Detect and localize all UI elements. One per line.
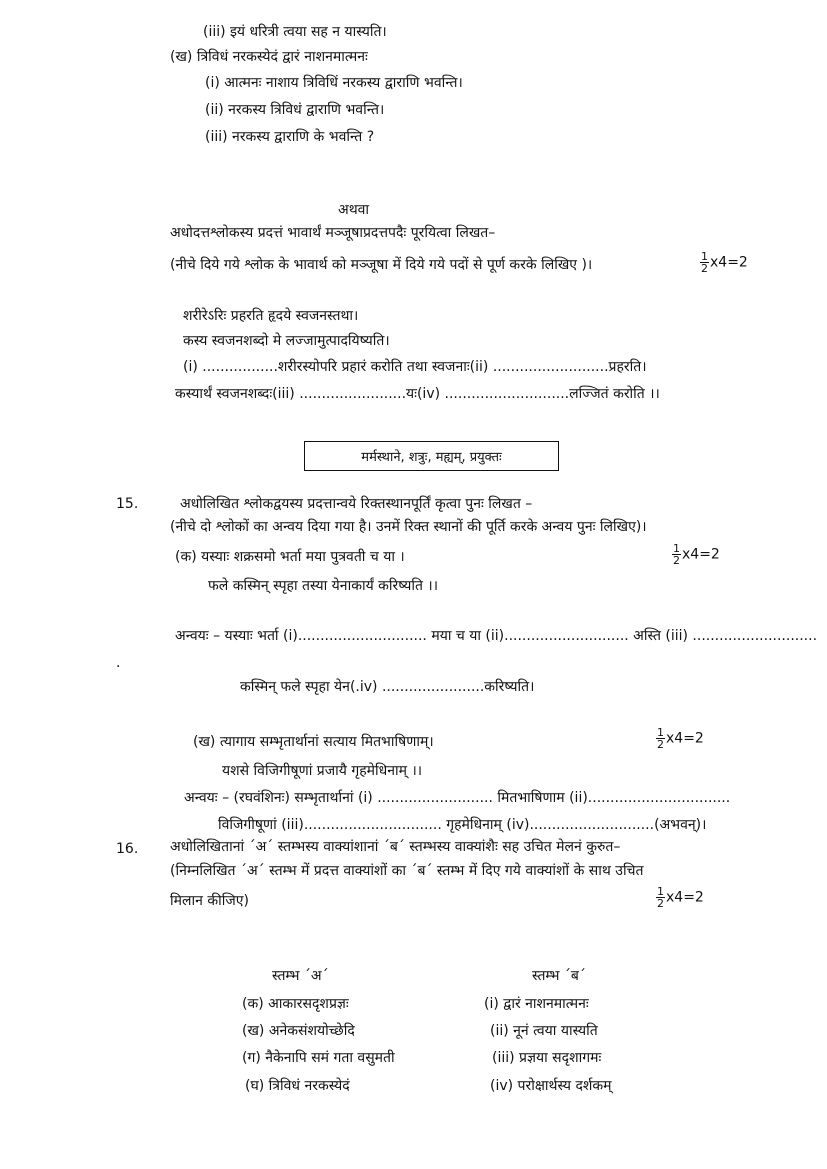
q14-instruction-hindi: (नीचे दिये गये श्लोक के भावार्थ को मञ्जूषा में दिये गये पदों से पूर्ण करके लिखिए )। — [170, 257, 593, 273]
q14-kha-option-iii-prev: (iii) इयं धरित्री त्वया सह न यास्यति। — [203, 24, 387, 40]
q16-instruction-hindi-1: (निम्नलिखित ´अ´ स्तम्भ में प्रदत्त वाक्यांशों का ´ब´ स्तम्भ में दिए गये वाक्यांशों के साथ उचित — [170, 863, 644, 879]
q15-ka-shloka-line-1: (क) यस्याः शक्रसमो भर्ता मया पुत्रवती च या । — [175, 549, 405, 565]
q16-marks: $\frac{1}{2}$ x4=2 — [657, 885, 704, 910]
marks-fraction: $\frac{1}{2}$ — [673, 542, 680, 567]
column-b-item-ii: (ii) नूनं त्वया यास्यति — [490, 1023, 598, 1039]
shloka-line-2: कस्य स्वजनशब्दो मे लज्जामुत्पादयिष्यति। — [183, 333, 390, 349]
q14-kha-option-1: (i) आत्मनः नाशाय त्रिविधिं नरकस्य द्वाराणि भवन्ति। — [205, 75, 463, 91]
column-a-item-kha: (ख) अनेकसंशयोच्छेदि — [242, 1023, 355, 1039]
q14-instruction-sanskrit: अधोदत्तश्लोकस्य प्रदत्तं भावार्थं मञ्जूषाप्रदत्तपदैः पूरयित्वा लिखत– — [170, 225, 496, 241]
column-b-item-iv: (iv) परोक्षार्थस्य दर्शकम् — [490, 1078, 612, 1094]
q14-kha-option-2: (ii) नरकस्य त्रिविधं द्वाराणि भवन्ति। — [205, 102, 385, 118]
q15-number: 15. — [116, 496, 139, 512]
column-b-item-iii: (iii) प्रज्ञया सदृशागमः — [492, 1050, 602, 1066]
q15-ka-anvaya-line-1: अन्वयः – यस्याः भर्ता (i)............................. मया च या (ii)............................ अस्ति (iii) ............................ — [175, 628, 818, 644]
q14-marks: $\frac{1}{2}$ x4=2 — [701, 250, 748, 275]
q14-kha-option-3: (iii) नरकस्य द्वाराणि के भवन्ति ? — [205, 129, 375, 145]
q15-ka-anvaya-line-2: कस्मिन् फले स्पृहा येन(.iv) .......................करिष्यति। — [240, 679, 535, 695]
bhavartha-line-1: (i) .................शरीरस्योपरि प्रहारं करोति तथा स्वजनाः(ii) ..........................प्रहरति। — [183, 359, 647, 375]
manjusha-word-box — [304, 441, 559, 471]
column-a-item-ka: (क) आकारसदृशप्रज्ञः — [242, 996, 349, 1012]
athava-separator: अथवा — [338, 202, 370, 218]
marks-fraction: $\frac{1}{2}$ — [657, 726, 664, 751]
column-a-heading: स्तम्भ ´अ´ — [272, 968, 329, 984]
bhavartha-line-2: कस्यार्थं स्वजनशब्दः(iii) ........................यः(iv) ............................लज्जितं करोति ।। — [175, 386, 660, 402]
manjusha-words: मर्मस्थाने, शत्रुः, मह्यम्, प्रयुक्तः — [361, 450, 502, 465]
shloka-line-1: शरीरेऽरिः प्रहरति हृदये स्वजनस्तथा। — [183, 308, 359, 324]
q15-instruction-sanskrit: अधोलिखित श्लोकद्वयस्य प्रदत्तान्वये रिक्तस्थानपूर्तिं कृत्वा पुनः लिखत – — [180, 496, 533, 512]
stray-dot: . — [116, 655, 121, 671]
q15-kha-marks: $\frac{1}{2}$ x4=2 — [657, 726, 704, 751]
q15-kha-anvaya-line-1: अन्वयः – (रघवंशिनः) सम्भृतार्थानां (i) .......................... मितभाषिणाम (ii)................................ — [184, 790, 731, 806]
column-b-heading: स्तम्भ ´ब´ — [532, 968, 586, 984]
q15-kha-anvaya-line-2: विजिगीषूणां (iii)............................... गृहमेधिनाम् (iv)............................(अभवन्)। — [218, 817, 707, 833]
q16-instruction-sanskrit: अधोलिखितानां ´अ´ स्तम्भस्य वाक्यांशानां ´ब´ स्तम्भस्य वाक्यांशैः सह उचित मेलनं कुरुत– — [170, 839, 621, 855]
q15-ka-shloka-line-2: फले कस्मिन् स्पृहा तस्या येनाकार्यं करिष्यति ।। — [208, 578, 439, 594]
q15-kha-shloka-line-2: यशसे विजिगीषूणां प्रजायै गृहमेधिनाम् ।। — [222, 763, 423, 779]
q16-number: 16. — [116, 841, 139, 857]
q15-instruction-hindi: (नीचे दो श्लोकों का अन्वय दिया गया है। उनमें रिक्त स्थानों की पूर्ति करके अन्वय पुनः लिखिए)। — [170, 519, 647, 535]
column-b-item-i: (i) द्वारं नाशनमात्मनः — [484, 996, 589, 1012]
q16-instruction-hindi-2: मिलान कीजिए) — [170, 893, 249, 909]
q15-kha-shloka-line-1: (ख) त्यागाय सम्भृतार्थानां सत्याय मितभाषिणाम्। — [193, 734, 434, 750]
column-a-item-gha: (घ) त्रिविधं नरकस्येदं — [245, 1078, 350, 1094]
column-a-item-ga: (ग) नैकेनापि समं गता वसुमती — [242, 1050, 395, 1066]
q15-ka-marks: $\frac{1}{2}$ x4=2 — [673, 542, 720, 567]
q14-kha-heading: (ख) त्रिविधं नरकस्येदं द्वारं नाशनमात्मनः — [170, 49, 368, 65]
marks-fraction: $\frac{1}{2}$ — [701, 250, 708, 275]
marks-fraction: $\frac{1}{2}$ — [657, 885, 664, 910]
